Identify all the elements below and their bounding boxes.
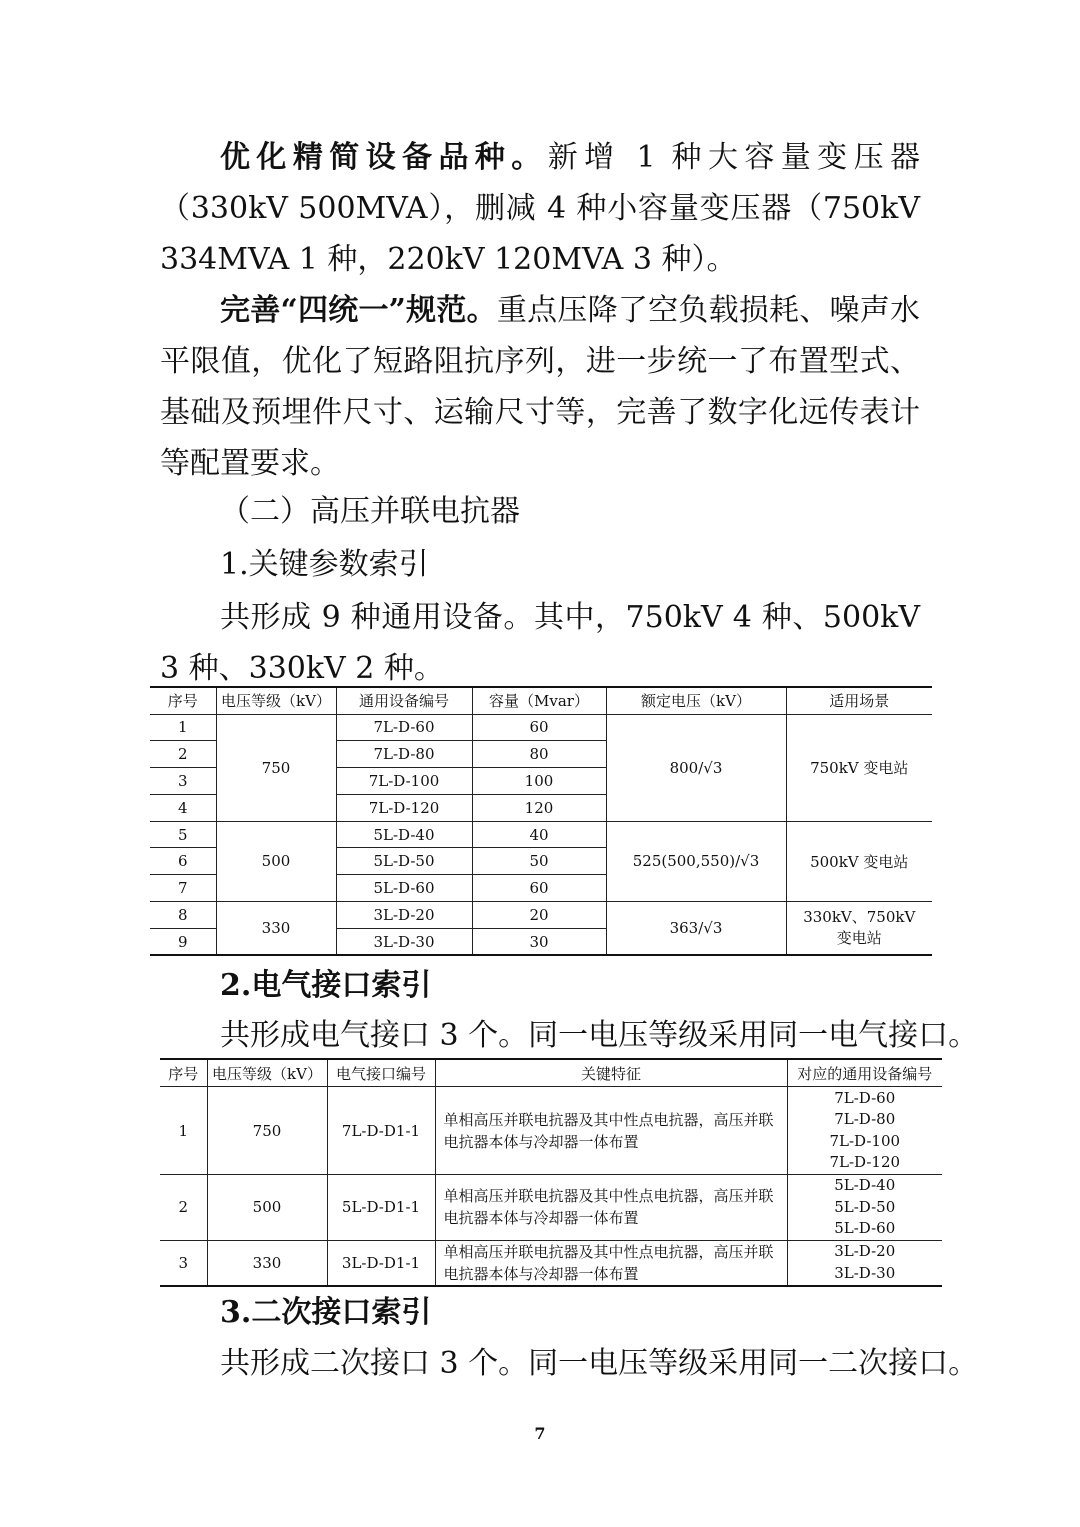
capacity: 100 [472,768,606,795]
row-number: 2 [160,1175,207,1241]
table-row [160,1087,942,1175]
paragraph-lead: 完善“四统一”规范。 [220,293,497,328]
paragraph-standardization [160,285,920,489]
application-scene: 330kV、750kV 变电站 [786,902,932,956]
header-cell: 序号 [160,1059,207,1087]
device-code: 5L-D-40 [834,1176,896,1194]
device-codes [787,1240,942,1286]
device-code: 7L-D-60 [336,714,472,741]
header-cell: 电压等级（kV） [216,687,336,714]
device-code: 3L-D-20 [834,1242,896,1260]
subsection-title-3: 3.二次接口索引 [220,1295,432,1330]
header-cell: 通用设备编号 [336,687,472,714]
key-feature: 单相高压并联电抗器及其中性点电抗器，高压并联电抗器本体与冷却器一体布置 [435,1175,787,1241]
subsection-title-1: 1.关键参数索引 [220,547,429,582]
key-feature: 单相高压并联电抗器及其中性点电抗器，高压并联电抗器本体与冷却器一体布置 [435,1240,787,1286]
interface-code: 7L-D-D1-1 [327,1087,435,1175]
header-cell: 序号 [150,687,216,714]
capacity: 40 [472,821,606,848]
table-header-row [150,687,932,714]
row-number: 9 [150,928,216,955]
section-title: （二）高压并联电抗器 [220,494,520,529]
voltage-cell: 330 [216,902,336,956]
device-code: 5L-D-50 [336,848,472,875]
device-code: 7L-D-80 [336,741,472,768]
interface-code: 5L-D-D1-1 [327,1175,435,1241]
table-row [150,902,932,929]
table-row [150,714,932,741]
rated-voltage: 800/√3 [606,714,786,821]
device-code: 5L-D-40 [336,821,472,848]
voltage-cell: 750 [216,714,336,821]
row-number: 5 [150,821,216,848]
application-scene: 750kV 变电站 [786,714,932,821]
capacity: 120 [472,794,606,821]
device-code: 7L-D-80 [834,1110,896,1128]
subsection-text-2: 共形成电气接口 3 个。同一电压等级采用同一电气接口。 [220,1018,979,1053]
device-code: 7L-D-100 [829,1131,901,1150]
electrical-interface-table [160,1058,942,1287]
row-number: 1 [150,714,216,741]
paragraph-text: 重点压降了空负载损耗、噪声水平限值，优化了短路阻抗序列，进一步统一了布置型式、基础及预埋件尺寸、运输尺寸等，完善了数字化远传表计等配置要求。 [160,293,921,481]
paragraph-text: 新增 1 种大容量变压器（330kV 500MVA），删减 4 种小容量变压器（750kV 334MVA 1 种，220kV 120MVA 3 种）。 [160,140,920,277]
page-number: 7 [534,1424,546,1443]
capacity: 80 [472,741,606,768]
table-header-row [160,1059,942,1087]
device-code: 7L-D-60 [834,1088,896,1107]
table-row [160,1175,942,1241]
paragraph-equipment-optimization [160,132,920,285]
row-number: 6 [150,848,216,875]
row-number: 3 [150,768,216,795]
row-number: 2 [150,741,216,768]
device-code: 7L-D-120 [829,1153,901,1171]
subsection-text-3: 共形成二次接口 3 个。同一电压等级采用同一二次接口。 [220,1346,979,1381]
header-cell: 对应的通用设备编号 [787,1059,942,1087]
header-cell: 适用场景 [786,687,932,714]
device-code: 3L-D-20 [336,902,472,929]
table-row [150,821,932,848]
application-scene: 500kV 变电站 [786,821,932,901]
key-feature: 单相高压并联电抗器及其中性点电抗器，高压并联电抗器本体与冷却器一体布置 [435,1087,787,1175]
row-number: 8 [150,902,216,929]
header-cell: 额定电压（kV） [606,687,786,714]
header-cell: 关键特征 [435,1059,787,1087]
key-parameter-table [150,686,932,956]
capacity: 60 [472,714,606,741]
device-code: 3L-D-30 [834,1263,896,1282]
table-row [160,1240,942,1286]
device-code: 3L-D-30 [336,928,472,955]
header-cell: 电气接口编号 [327,1059,435,1087]
paragraph-lead: 优化精简设备品种。 [220,140,548,175]
capacity: 30 [472,928,606,955]
row-number: 4 [150,794,216,821]
device-code: 7L-D-100 [336,768,472,795]
header-cell: 容量（Mvar） [472,687,606,714]
device-code: 5L-D-60 [336,875,472,902]
voltage-cell: 750 [207,1087,327,1175]
device-code: 7L-D-120 [336,794,472,821]
capacity: 50 [472,848,606,875]
subsection-text-1: 共形成 9 种通用设备。其中，750kV 4 种、500kV 3 种、330kV 2 种。 [160,600,920,686]
row-number: 3 [160,1240,207,1286]
rated-voltage: 363/√3 [606,902,786,956]
subsection-title-2: 2.电气接口索引 [220,968,432,1003]
device-code: 5L-D-60 [834,1219,896,1237]
device-codes [787,1087,942,1175]
interface-code: 3L-D-D1-1 [327,1240,435,1286]
voltage-cell: 500 [207,1175,327,1241]
voltage-cell: 330 [207,1240,327,1286]
header-cell: 电压等级（kV） [207,1059,327,1087]
row-number: 7 [150,875,216,902]
rated-voltage: 525(500,550)/√3 [606,821,786,901]
device-code: 5L-D-50 [834,1197,896,1216]
capacity: 60 [472,875,606,902]
voltage-cell: 500 [216,821,336,901]
row-number: 1 [160,1087,207,1175]
device-codes [787,1175,942,1241]
capacity: 20 [472,902,606,929]
